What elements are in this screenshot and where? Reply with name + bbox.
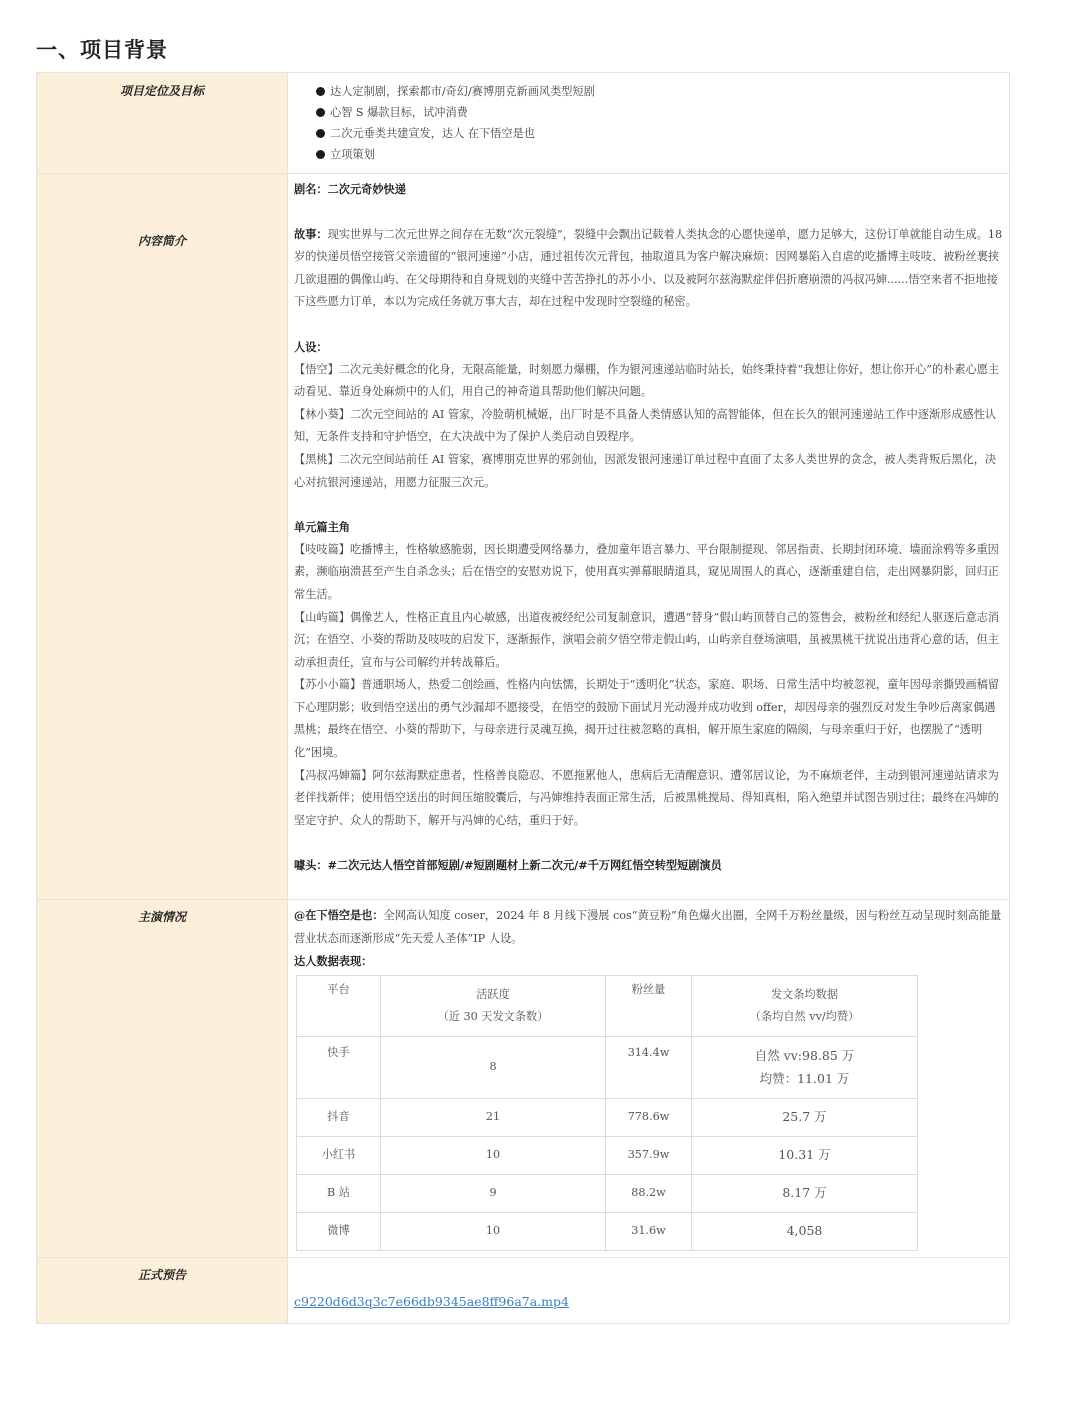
fans-cell: 357.9w: [606, 1136, 692, 1174]
unit-name: 【山屿篇】: [294, 610, 350, 624]
bullet-item: 达人定制剧，探索都市/奇幻/赛博朋克新画风类型短剧: [316, 81, 1003, 102]
platform-cell: 微博: [297, 1212, 381, 1250]
story-text: 现实世界与二次元世界之间存在无数“次元裂缝”，裂缝中会飘出记载着人类执念的心愿快递单，愿力足够大，这份订单就能自动生成。18 岁的快递员悟空接管父亲遗留的“银河速递”小店，通过祖传次元背包，抽取道具为客户解决麻烦：因网暴陷入自虐的吃播博主吱吱、被粉丝裹挟几欲退圈的偶像山屿、在父母期待和自身规划的夹缝中苦苦挣扎的苏小小、以及被阿尔兹海默症伴侣折磨崩溃的冯叔冯婶......悟空来者不拒地接下这些愿力订单，本以为完成任务就万事大吉，却在过程中发现时空裂缝的秘密。: [294, 227, 1003, 309]
activity-cell: 21: [381, 1098, 606, 1136]
avg-cell: 4,058: [692, 1212, 918, 1250]
lead-label-text: 主演情况: [137, 910, 186, 924]
platform-cell: 快手: [297, 1036, 381, 1098]
synopsis-label-text: 内容简介: [137, 234, 186, 248]
unit-name: 【苏小小篇】: [294, 678, 362, 692]
unit-name: 【冯叔冯婶篇】: [294, 768, 373, 782]
stats-header-row: [297, 975, 918, 1036]
character-name: 【黑桃】: [294, 452, 339, 466]
activity-cell: 9: [381, 1174, 606, 1212]
bullet-item: 二次元垂类共建宣发，达人 在下悟空是也: [316, 123, 1003, 144]
unit-desc: 吃播博主，性格敏感脆弱，因长期遭受网络暴力，叠加童年语言暴力、平台限制提现、邻居指责、长期封闭环境、墙面涂鸦等多重因素，濒临崩溃甚至产生自杀念头；后在悟空的安慰劝说下，使用真实弹幕眼睛道具，窥见周围人的真心，逐渐重建自信，走出网暴阴影，回归正常生活。: [294, 542, 999, 601]
platform-cell: 抖音: [297, 1098, 381, 1136]
trailer-row: [37, 1257, 1010, 1323]
header-platform: 平台: [297, 975, 381, 1036]
activity-cell: 10: [381, 1212, 606, 1250]
fans-cell: 31.6w: [606, 1212, 692, 1250]
characters-heading: 人设：: [294, 339, 328, 354]
table-row: [297, 1136, 918, 1174]
avg-cell: 25.7 万: [692, 1098, 918, 1136]
bullet-item: 心智 S 爆款目标，试冲消费: [316, 102, 1003, 123]
trailer-video-link[interactable]: c9220d6d3q3c7e66db9345ae8ff96a7a.mp4: [294, 1293, 569, 1309]
fans-cell: 314.4w: [606, 1036, 692, 1098]
activity-cell: 8: [381, 1036, 606, 1098]
data-heading: 达人数据表现：: [294, 954, 373, 969]
character-desc: 二次元空间站前任 AI 管家，赛博朋克世界的邪剑仙，因派发银河速递订单过程中直面了太多人类世界的贪念，被人类背叛后黑化，决心对抗银河速递站，用愿力征服三次元。: [294, 452, 997, 489]
table-row: [297, 1174, 918, 1212]
unit-entry: [294, 539, 1003, 607]
synopsis-row: [37, 174, 1010, 900]
platform-cell: B 站: [297, 1174, 381, 1212]
positioning-label-text: 项目定位及目标: [119, 84, 204, 98]
positioning-row: [37, 73, 1010, 174]
trailer-label: [37, 1257, 288, 1323]
lead-account-name: @在下悟空是也：: [294, 908, 384, 922]
table-row: [297, 1098, 918, 1136]
project-background-table: [36, 72, 1010, 1324]
unit-entry: [294, 765, 1003, 833]
character-name: 【悟空】: [294, 362, 339, 376]
trailer-label-text: 正式预告: [137, 1267, 186, 1282]
fans-cell: 88.2w: [606, 1174, 692, 1212]
unit-entry: [294, 607, 1003, 675]
tagline: 噱头：#二次元达人悟空首部短剧/#短剧题材上新二次元/#千万网红悟空转型短剧演员: [294, 858, 722, 873]
bullet-item: 立项策划: [316, 144, 1003, 165]
lead-label: [37, 900, 288, 1258]
units-heading: 单元篇主角: [294, 520, 350, 535]
lead-row: [37, 900, 1010, 1258]
header-activity: 活跃度 （近 30 天发文条数）: [381, 975, 606, 1036]
character-entry: [294, 449, 1003, 494]
header-avg: 发文条均数据 （条均自然 vv/均赞）: [692, 975, 918, 1036]
lead-intro: [294, 904, 1003, 950]
character-desc: 二次元空间站的 AI 管家，冷脸萌机械姬，出厂时是不具备人类情感认知的高智能体，但在长久的银河速递站工作中逐渐形成感性认知，无条件支持和守护悟空，在大决战中为了保护人类启动自毁程序。: [294, 407, 997, 444]
character-entry: [294, 359, 1003, 404]
table-row: [297, 1212, 918, 1250]
unit-desc: 普通职场人，热爱二创绘画，性格内向怯懦，长期处于“透明化”状态，家庭、职场、日常生活中均被忽视，童年因母亲撕毁画稿留下心理阴影；收到悟空送出的勇气沙漏却不愿接受，在悟空的鼓励下面试月光动漫并成功收到 offer，却因母亲的强烈反对发生争吵后离家偶遇黑桃；最终在悟空、小葵的帮助下，与母亲进行灵魂互换，揭开过往被忽略的真相，解开原生家庭的隔阂，与母亲重归于好，也摆脱了“透明化”困境。: [294, 678, 1000, 760]
positioning-bullet-list: [294, 75, 1003, 171]
avg-cell: 10.31 万: [692, 1136, 918, 1174]
story-paragraph: [294, 223, 1003, 314]
unit-entry: [294, 674, 1003, 764]
page-title: 一、项目背景: [36, 38, 168, 62]
story-label: 故事：: [294, 226, 328, 241]
header-fans: 粉丝量: [606, 975, 692, 1036]
unit-desc: 阿尔兹海默症患者，性格善良隐忍、不愿拖累他人，患病后无清醒意识、遭邻居议论，为不麻烦老伴，主动到银河速递站请求为老伴找新伴；使用悟空送出的时间压缩胶囊后，与冯婶维持表面正常生活，后被黑桃搅局、得知真相，陷入绝望并试图告别过往；最终在冯婶的坚定守护、众人的帮助下，解开与冯婶的心结，重归于好。: [294, 768, 999, 827]
lead-content: [288, 900, 1010, 1258]
character-desc: 二次元美好概念的化身，无限高能量，时刻愿力爆棚，作为银河速递站临时站长，始终秉持着“我想让你好，想让你开心”的朴素心愿主动看见、靠近身处麻烦中的人们，用自己的神奇道具帮助他们解决问题。: [294, 362, 1000, 399]
table-row: [297, 1036, 918, 1098]
synopsis-label: [37, 174, 288, 900]
character-name: 【林小葵】: [294, 407, 350, 421]
character-entry: [294, 404, 1003, 449]
platform-cell: 小红书: [297, 1136, 381, 1174]
avg-cell: 自然 vv:98.85 万 均赞：11.01 万: [692, 1036, 918, 1098]
avg-cell: 8.17 万: [692, 1174, 918, 1212]
trailer-content: [288, 1257, 1010, 1323]
drama-title: 剧名：二次元奇妙快递: [294, 182, 406, 196]
positioning-label: [37, 73, 288, 174]
lead-intro-text: 全网高认知度 coser，2024 年 8 月线下漫展 cos“黄豆粉”角色爆火出圈，全网千万粉丝量级，因与粉丝互动呈现时刻高能量营业状态而逐渐形成“先天爱人圣体”IP 人设。: [294, 909, 1002, 945]
creator-stats-table: [296, 975, 918, 1251]
positioning-content: [288, 73, 1010, 174]
fans-cell: 778.6w: [606, 1098, 692, 1136]
synopsis-content: [288, 174, 1010, 900]
unit-name: 【吱吱篇】: [294, 542, 350, 556]
activity-cell: 10: [381, 1136, 606, 1174]
unit-desc: 偶像艺人，性格正直且内心敏感，出道夜被经纪公司复制意识，遭遇“替身”假山屿顶替自己的签售会，被粉丝和经纪人驱逐后意志消沉；在悟空、小葵的帮助及吱吱的启发下，逐渐振作，演唱会前夕悟空带走假山屿，山屿亲自登场演唱，虽被黑桃干扰说出违背心意的话，但主动承担责任，宣布与公司解约并转战幕后。: [294, 610, 1000, 669]
